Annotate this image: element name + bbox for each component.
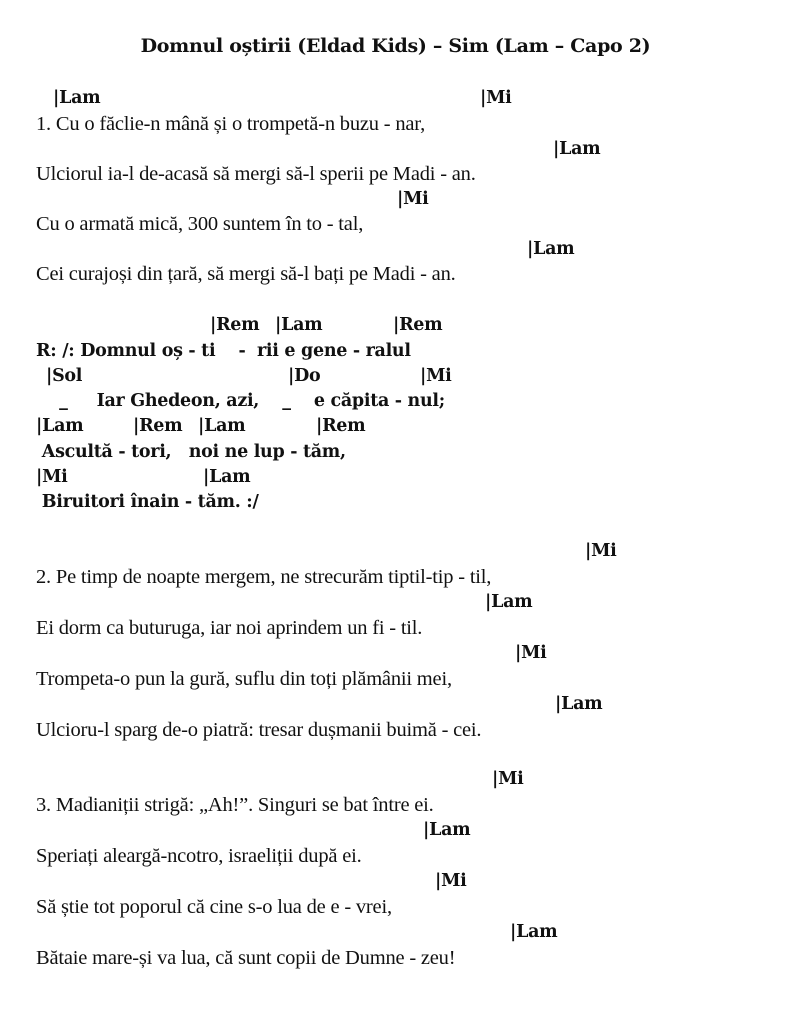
lyric-line: 3. Madianiții strigă: „Ah!”. Singuri se bat între ei. (36, 794, 434, 816)
lyric-line: Ascultă - tori, noi ne lup - tăm, (36, 442, 346, 462)
chord-label: |Mi (492, 769, 524, 789)
chord-label: |Rem (316, 416, 366, 436)
lyric-line: Bătaie mare-și va lua, că sunt copii de Dumne - zeu! (36, 947, 456, 969)
chord-label: |Rem (210, 315, 260, 335)
chord-label: |Lam (485, 592, 533, 612)
lyric-line: Cu o armată mică, 300 suntem în to - tal, (36, 213, 364, 235)
song-title: Domnul oștirii (Eldad Kids) – Sim (Lam – Capo 2) (140, 35, 651, 57)
chord-label: |Rem (393, 315, 443, 335)
lyric-line: 1. Cu o făclie-n mână și o trompetă-n buzu - nar, (36, 113, 425, 135)
chord-label: |Lam (36, 416, 84, 436)
lyric-line: Să știe tot poporul că cine s-o lua de e - vrei, (36, 896, 392, 918)
chord-label: |Mi (397, 189, 429, 209)
chord-label: |Mi (36, 467, 68, 487)
chord-label: |Mi (435, 871, 467, 891)
lyric-line: 2. Pe timp de noapte mergem, ne strecurăm tiptil-tip - til, (36, 566, 492, 588)
chord-label: |Lam (53, 88, 101, 108)
lyric-line: _ Iar Ghedeon, azi, _ e căpita - nul; (36, 391, 445, 411)
chord-label: |Sol (46, 366, 83, 386)
chord-label: |Lam (275, 315, 323, 335)
lyric-line: Ulcioru-l sparg de-o piatră: tresar dușmanii buimă - cei. (36, 719, 482, 741)
lyric-line: Trompeta-o pun la gură, suflu din toți plămânii mei, (36, 668, 452, 690)
chord-label: |Do (288, 366, 321, 386)
chord-label: |Lam (510, 922, 558, 942)
chord-label: |Lam (555, 694, 603, 714)
lyric-line: Ei dorm ca buturuga, iar noi aprindem un fi - til. (36, 617, 423, 639)
chord-label: |Lam (198, 416, 246, 436)
chord-label: |Lam (553, 139, 601, 159)
chord-label: |Mi (420, 366, 452, 386)
chord-label: |Lam (423, 820, 471, 840)
chord-label: |Mi (515, 643, 547, 663)
lyric-line: Biruitori înain - tăm. :/ (36, 492, 259, 512)
chord-label: |Rem (133, 416, 183, 436)
lyric-line: Cei curajoși din țară, să mergi să-l bați pe Madi - an. (36, 263, 456, 285)
chord-label: |Lam (203, 467, 251, 487)
chord-label: |Mi (480, 88, 512, 108)
lyric-line: Ulciorul ia-l de-acasă să mergi să-l sperii pe Madi - an. (36, 163, 476, 185)
lyric-line: R: /: Domnul oș - ti - rii e gene - ralul (36, 341, 411, 361)
chord-label: |Mi (585, 541, 617, 561)
lyric-line: Speriați aleargă-ncotro, israeliții după ei. (36, 845, 362, 867)
chord-label: |Lam (527, 239, 575, 259)
